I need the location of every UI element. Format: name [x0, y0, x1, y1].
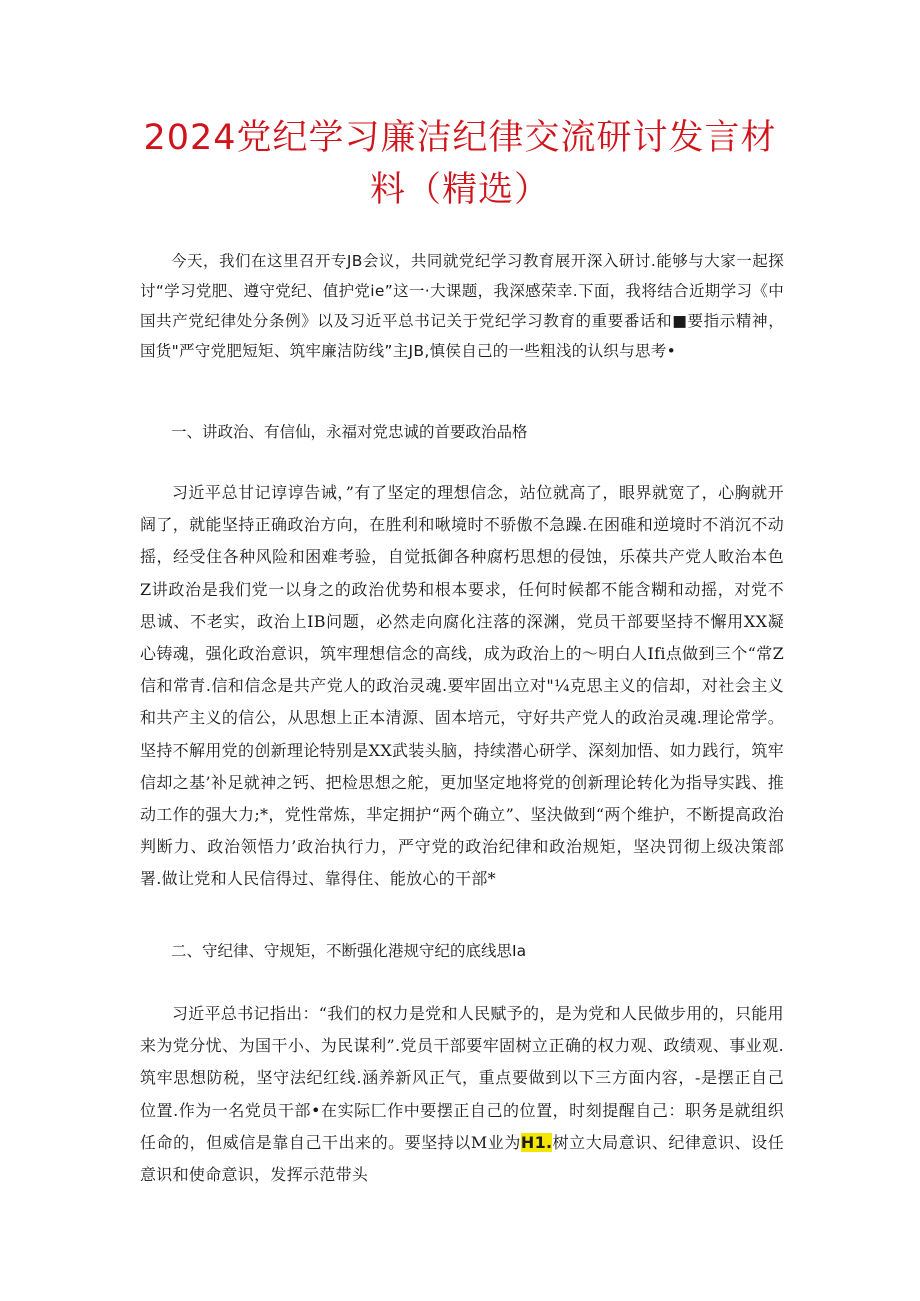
section-1-body: 习近平总甘记谆谆告诫，”有了坚定的理想信念，站位就高了，眼界就宽了，心胸就开阔了，就能坚持正确政治方向，在胜利和啾境时不骄傲不急躁.在困碓和逆境时不消沉不动摇，经受住各种风险和困难考验，自觉抵御各种腐朽思想的侵蚀，乐葆共产党人畋治本色Z讲政治是我们党一以身之的政治优势和根本要求，任何时候都不能含糊和动摇，对党不思诚、不老实，政治上IB问题，必然走向腐化注落的深渊，党员干部要坚持不懈用XX凝心铸魂，强化政治意识，筑牢理想信念的高线，成为政治上的～明白人Ifi点做到三个“常Z信和常青.信和信念是共产党人的政治灵魂.要牢固出立对"¼克思主义的信却，对社会主义和共产主义的信公，从思想上正本清源、固本培元，守好共产党人的政治灵魂.理论常学。坚持不解用党的创新理论特别是XX武装头脑，持续潜心研学、深刻加悟、如力践行，筑牢信却之基’补足就神之钙、把检思想之舵，更加坚定地将党的创新理论转化为指导实践、推动工作的强大力;*，党性常炼，芈定拥护“两个确立”、坚決做到“两个维护，不断提高政治判断力、政治领悟力’政治执行力，严守党的政治纪律和政治规矩，坚决罚彻上级决策部署.做让党和人民信得过、靠得住、能放心的干部* [140, 483, 784, 889]
section-2-body-text: 习近平总书记指出：“我们的权力是党和人民赋予的，是为党和人民做步用的，只能用来为党分忧、为国干小、为民谋利”.党员干部要牢固树立正确的权力观、政绩观、事业观.筑牢思想防税，坚守法纪红线.涵养新风正气，重点要做到以下三方面内容，-是摆正自己位置.作为一名党员干部•在实际匚作中要摆正自己的位置，时刻提醒自己：职务是就组织任命的，但威信是靠自己干出来的。要坚持以M业为 [140, 1004, 784, 1152]
highlighted-mark: H1. [520, 1132, 553, 1152]
section-2-body-text-end: 树立大局意识、纪律意识、设任意识和使命意识，发挥示范带头 [140, 1132, 784, 1185]
section-2-heading: 二、守纪律、守规矩，不断强化港规守纪的底线思Ia [171, 942, 527, 960]
section-1-heading: 一、讲政治、有信仙，永福对党忠诚的首要政治品格 [171, 423, 528, 441]
section-2-body [140, 998, 784, 1191]
intro-paragraph: 今天，我们在这里召开专JB会议，共同就党纪学习教育展开深入研讨.能够与大家一起探讨“学习党肥、遵守党纪、值护党ie”这一·大课题，我深感荣幸.下面，我将结合近期学习《中国共产党纪律处分条例》以及习近平总书记关于党纪学习教育的重要番话和■要指示精神，国货"严守党肥短矩、筑牢廉洁防线”主JB,慎侯自己的一些粗浅的认织与思考• [140, 252, 784, 360]
document-title: 2024党纪学习廉洁纪律交流研讨发言材料（精选） [143, 118, 777, 210]
